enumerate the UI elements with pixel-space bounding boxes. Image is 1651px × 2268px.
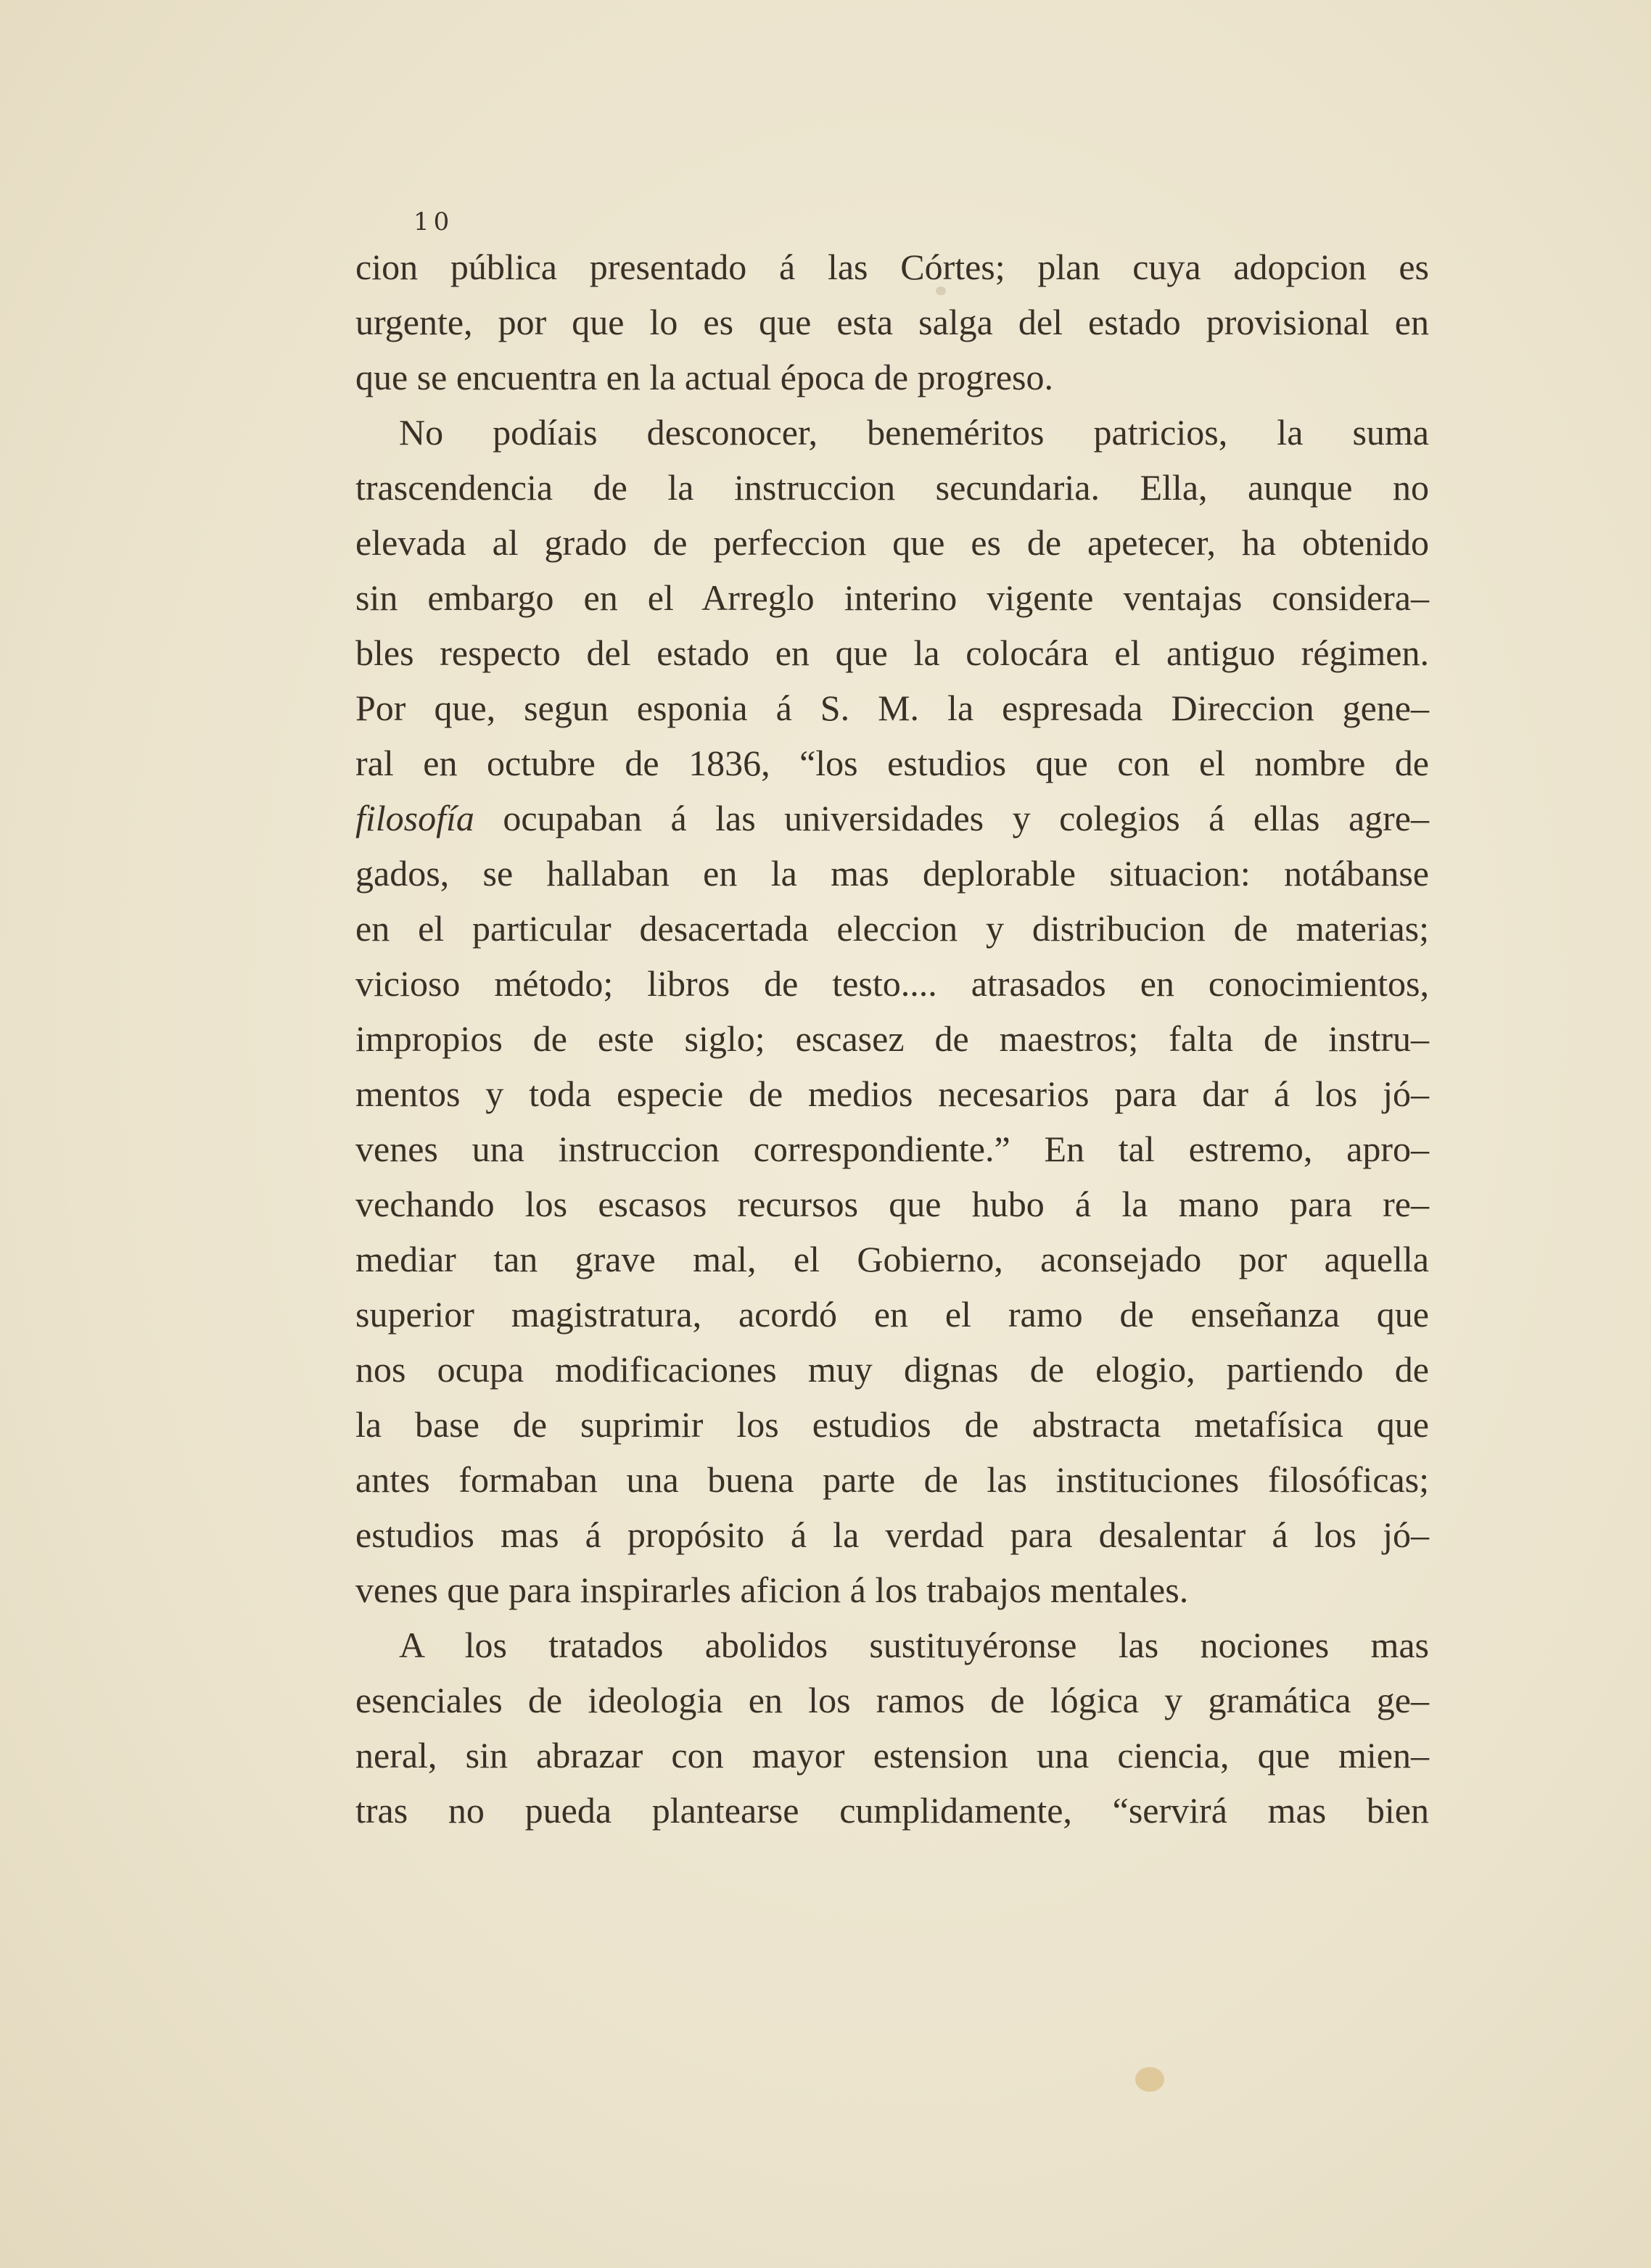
line-text: neral, sin abrazar con mayor estension una ciencia, que mien– bbox=[355, 1735, 1429, 1776]
line-text: A los tratados abolidos sustituyéronse las nociones mas bbox=[399, 1625, 1429, 1665]
text-line bbox=[355, 625, 1429, 680]
line-text: antes formaban una buena parte de las instituciones filosóficas; bbox=[355, 1459, 1429, 1500]
line-text: que se encuentra en la actual época de progreso. bbox=[355, 357, 1054, 397]
text-line bbox=[355, 1728, 1429, 1783]
text-line bbox=[355, 515, 1429, 570]
line-text: sin embargo en el Arreglo interino vigente ventajas considera– bbox=[355, 577, 1429, 618]
line-text: esenciales de ideologia en los ramos de lógica y gramática ge– bbox=[355, 1680, 1429, 1720]
text-line bbox=[355, 956, 1429, 1011]
text-line bbox=[355, 1287, 1429, 1342]
text-line bbox=[355, 901, 1429, 956]
text-line bbox=[355, 570, 1429, 625]
text-line bbox=[355, 1066, 1429, 1121]
line-text: estudios mas á propósito á la verdad para desalentar á los jó– bbox=[355, 1514, 1429, 1555]
line-text: No podíais desconocer, beneméritos patricios, la suma bbox=[399, 412, 1429, 453]
text-line bbox=[355, 460, 1429, 515]
italic-word: filosofía bbox=[355, 798, 474, 838]
line-text: la base de suprimir los estudios de abstracta metafísica que bbox=[355, 1404, 1429, 1445]
text-line bbox=[355, 294, 1429, 350]
line-text: mediar tan grave mal, el Gobierno, aconsejado por aquella bbox=[355, 1239, 1429, 1279]
page-number: 10 bbox=[413, 207, 454, 236]
text-line bbox=[355, 350, 1429, 405]
text-line bbox=[355, 405, 1429, 460]
line-text: impropios de este siglo; escasez de maestros; falta de instru– bbox=[355, 1018, 1429, 1059]
text-line bbox=[355, 791, 1429, 846]
text-line bbox=[355, 1562, 1429, 1617]
line-text: Por que, segun esponia á S. M. la espresada Direccion gene– bbox=[355, 688, 1429, 728]
line-text: venes una instruccion correspondiente.” En tal estremo, apro– bbox=[355, 1129, 1429, 1169]
line-text: tras no pueda plantearse cumplidamente, “servirá mas bien bbox=[355, 1790, 1429, 1831]
text-line bbox=[355, 1783, 1429, 1838]
line-text: gados, se hallaban en la mas deplorable situacion: notábanse bbox=[355, 853, 1429, 894]
text-line bbox=[355, 735, 1429, 791]
line-text: ral en octubre de 1836, “los estudios que con el nombre de bbox=[355, 743, 1429, 783]
line-text: trascendencia de la instruccion secundaria. Ella, aunque no bbox=[355, 467, 1429, 508]
line-text: urgente, por que lo es que esta salga del estado provisional en bbox=[355, 302, 1429, 342]
line-text: superior magistratura, acordó en el ramo de enseñanza que bbox=[355, 1294, 1429, 1335]
text-line bbox=[355, 1397, 1429, 1452]
paper-stain bbox=[1135, 2067, 1164, 2092]
line-text: mentos y toda especie de medios necesarios para dar á los jó– bbox=[355, 1073, 1429, 1114]
text-line bbox=[355, 1507, 1429, 1562]
text-line bbox=[355, 1121, 1429, 1176]
text-line bbox=[355, 239, 1429, 294]
line-text: ocupaban á las universidades y colegios á ellas agre– bbox=[474, 798, 1429, 838]
line-text: vicioso método; libros de testo.... atrasados en conocimientos, bbox=[355, 963, 1429, 1004]
line-text: cion pública presentado á las Córtes; plan cuya adopcion es bbox=[355, 247, 1429, 287]
text-line bbox=[355, 1342, 1429, 1397]
text-line bbox=[355, 1452, 1429, 1507]
line-text: nos ocupa modificaciones muy dignas de elogio, partiendo de bbox=[355, 1349, 1429, 1390]
paper-stain bbox=[936, 286, 946, 295]
text-line bbox=[355, 1232, 1429, 1287]
text-line bbox=[355, 846, 1429, 901]
line-text: vechando los escasos recursos que hubo á la mano para re– bbox=[355, 1184, 1429, 1224]
text-line bbox=[355, 680, 1429, 735]
line-text: elevada al grado de perfeccion que es de apetecer, ha obtenido bbox=[355, 522, 1429, 563]
line-text: bles respecto del estado en que la colocára el antiguo régimen. bbox=[355, 632, 1429, 673]
text-line bbox=[355, 1011, 1429, 1066]
text-line bbox=[355, 1673, 1429, 1728]
text-line bbox=[355, 1617, 1429, 1673]
text-line bbox=[355, 1176, 1429, 1232]
line-text: venes que para inspirarles aficion á los trabajos mentales. bbox=[355, 1570, 1189, 1610]
line-text: en el particular desacertada eleccion y distribucion de materias; bbox=[355, 908, 1429, 949]
body-text bbox=[355, 239, 1429, 1838]
